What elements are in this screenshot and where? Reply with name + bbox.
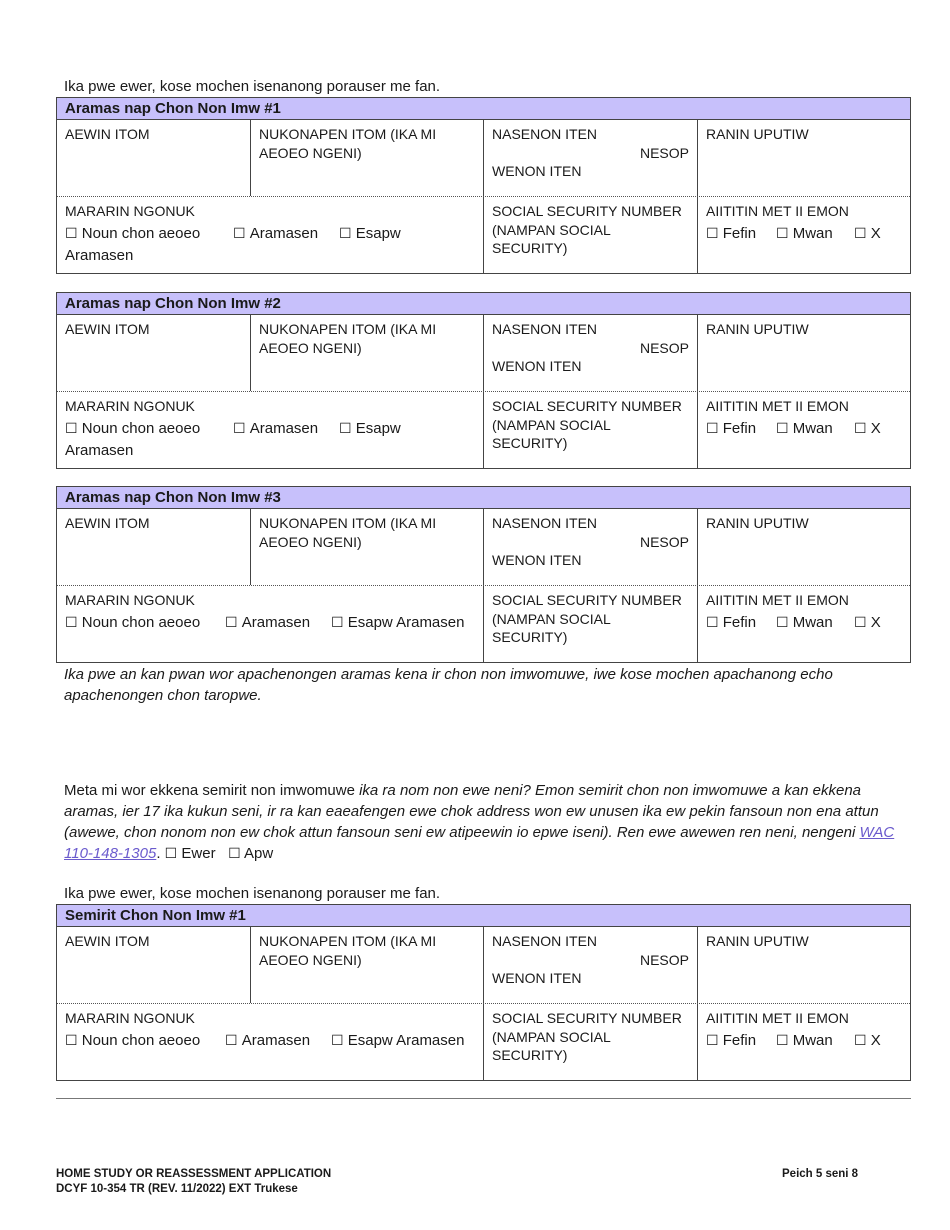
marital-option-married[interactable]: ☐ Aramasen — [225, 1030, 331, 1052]
checkbox-icon[interactable]: ☐ — [339, 420, 352, 437]
marital-option-continued: Aramasen — [65, 246, 134, 264]
ssn-label: SOCIAL SECURITY NUMBER (NAMPAN SOCIAL SECURITY) — [492, 203, 682, 256]
marital-option-unmarried[interactable]: ☐ Esapw Aramasen — [331, 1030, 464, 1052]
birthplace-field[interactable] — [484, 927, 698, 1003]
ssn-label: SOCIAL SECURITY NUMBER (NAMPAN SOCIAL SECURITY) — [492, 398, 682, 451]
marital-field — [57, 392, 484, 468]
ssn-label: SOCIAL SECURITY NUMBER (NAMPAN SOCIAL SECURITY) — [492, 1010, 682, 1063]
marital-option-married[interactable]: ☐ Aramasen — [233, 418, 339, 440]
gender-label: AIITITIN MET II EMON — [706, 592, 849, 608]
marital-option-unmarried[interactable]: ☐ Esapw — [339, 223, 401, 245]
table-title: Aramas nap Chon Non Imw #1 — [57, 98, 910, 120]
checkbox-icon[interactable]: ☐ — [164, 846, 178, 862]
marital-option-unmarried[interactable]: ☐ Esapw Aramasen — [331, 612, 464, 634]
checkbox-icon[interactable]: ☐ — [225, 1032, 238, 1049]
gender-field — [698, 1004, 910, 1080]
table-title: Aramas nap Chon Non Imw #3 — [57, 487, 910, 509]
checkbox-icon[interactable]: ☐ — [706, 420, 719, 437]
birthplace-nesop-label: NESOP — [639, 339, 689, 356]
gender-field — [698, 197, 910, 273]
gender-option-male[interactable]: ☐ Mwan — [776, 1030, 854, 1052]
dob-field[interactable] — [698, 927, 910, 1003]
table-title: Semirit Chon Non Imw #1 — [57, 905, 910, 927]
ssn-field[interactable] — [484, 197, 698, 273]
checkbox-icon[interactable]: ☐ — [776, 225, 789, 242]
birthplace-wenon-label: WENON ITEN — [492, 358, 582, 374]
name-field[interactable] — [57, 315, 251, 391]
checkbox-icon[interactable]: ☐ — [65, 1032, 78, 1049]
gender-option-female[interactable]: ☐ Fefin — [706, 612, 776, 634]
gender-label: AIITITIN MET II EMON — [706, 398, 849, 414]
adult-table-3 — [56, 486, 911, 663]
form-title: HOME STUDY OR REASSESSMENT APPLICATION — [56, 1168, 332, 1180]
gender-option-female[interactable]: ☐ Fefin — [706, 223, 776, 245]
gender-option-female[interactable]: ☐ Fefin — [706, 1030, 776, 1052]
gender-field — [698, 392, 910, 468]
relationship-label: NUKONAPEN ITOM (IKA MI AEOEO NGENI) — [259, 321, 437, 356]
dob-field[interactable] — [698, 315, 910, 391]
relationship-label: NUKONAPEN ITOM (IKA MI AEOEO NGENI) — [259, 126, 437, 161]
children-question — [64, 780, 904, 865]
adult-table-1 — [56, 97, 911, 274]
name-label: AEWIN ITOM — [65, 933, 150, 949]
gender-option-male[interactable]: ☐ Mwan — [776, 223, 854, 245]
birthplace-wenon-label: WENON ITEN — [492, 163, 582, 179]
checkbox-icon[interactable]: ☐ — [225, 614, 238, 631]
gender-label: AIITITIN MET II EMON — [706, 1010, 849, 1026]
marital-option-single[interactable]: ☐ Noun chon aeoeo — [65, 223, 233, 245]
dob-field[interactable] — [698, 120, 910, 196]
birthplace-field[interactable] — [484, 315, 698, 391]
relationship-field[interactable] — [251, 927, 484, 1003]
name-field[interactable] — [57, 120, 251, 196]
page-number: Peich 5 seni 8 — [782, 1168, 859, 1180]
dob-field[interactable] — [698, 509, 910, 585]
question-lead: Meta mi wor ekkena semirit non imwomuwe — [64, 782, 360, 799]
marital-option-unmarried[interactable]: ☐ Esapw — [339, 418, 401, 440]
marital-option-married[interactable]: ☐ Aramasen — [233, 223, 339, 245]
checkbox-icon[interactable]: ☐ — [776, 420, 789, 437]
checkbox-icon[interactable]: ☐ — [233, 225, 246, 242]
birthplace-label: NASENON ITEN — [492, 933, 598, 949]
child-table-1 — [56, 904, 911, 1081]
question-period: . — [156, 845, 161, 862]
checkbox-icon[interactable]: ☐ — [233, 420, 246, 437]
marital-option-single[interactable]: ☐ Noun chon aeoeo — [65, 1030, 225, 1052]
gender-field — [698, 586, 910, 662]
relationship-label: NUKONAPEN ITOM (IKA MI AEOEO NGENI) — [259, 933, 437, 968]
checkbox-icon[interactable]: ☐ — [706, 1032, 719, 1049]
checkbox-icon[interactable]: ☐ — [854, 1032, 867, 1049]
ssn-field[interactable] — [484, 1004, 698, 1080]
gender-option-x[interactable]: ☐ X — [854, 1030, 881, 1052]
dob-label: RANIN UPUTIW — [706, 126, 809, 142]
name-label: AEWIN ITOM — [65, 515, 150, 531]
marital-field — [57, 197, 484, 273]
birthplace-wenon-label: WENON ITEN — [492, 552, 582, 568]
gender-option-x[interactable]: ☐ X — [854, 418, 881, 440]
marital-label: MARARIN NGONUK — [65, 203, 195, 219]
birthplace-wenon-label: WENON ITEN — [492, 970, 582, 986]
checkbox-icon[interactable]: ☐ — [776, 1032, 789, 1049]
marital-option-single[interactable]: ☐ Noun chon aeoeo — [65, 418, 233, 440]
checkbox-icon[interactable]: ☐ — [854, 420, 867, 437]
gender-option-female[interactable]: ☐ Fefin — [706, 418, 776, 440]
birthplace-nesop-label: NESOP — [639, 144, 689, 161]
question-body: ika ra nom non ewe neni? Emon semirit chon non imwomuwe a kan ekkena aramas, ier 17 ika kukun seni, ir ra kan eaeafengen ewe chok address won ew unusen ika ew pekin fansoun non ena attun (awewe, chon nonom non ew chok attun fansoun seni ew atipeewin io epwe iseni). Ren ewe awewen ren neni, nengeni — [64, 782, 879, 841]
ssn-field[interactable] — [484, 392, 698, 468]
form-id: DCYF 10-354 TR (REV. 11/2022) EXT Trukese — [56, 1183, 298, 1195]
relationship-field[interactable] — [251, 509, 484, 585]
relationship-label: NUKONAPEN ITOM (IKA MI AEOEO NGENI) — [259, 515, 437, 550]
additional-members-note: Ika pwe an kan pwan wor apachenongen aramas kena ir chon non imwomuwe, iwe kose mochen apachanong echo apachenongen chon taropwe. — [64, 666, 833, 704]
marital-option-married[interactable]: ☐ Aramasen — [225, 612, 331, 634]
birthplace-label: NASENON ITEN — [492, 126, 598, 142]
table-title: Aramas nap Chon Non Imw #2 — [57, 293, 910, 315]
gender-option-x[interactable]: ☐ X — [854, 612, 881, 634]
ssn-field[interactable] — [484, 586, 698, 662]
birthplace-nesop-label: NESOP — [639, 533, 689, 550]
footer-divider — [56, 1098, 911, 1099]
gender-label: AIITITIN MET II EMON — [706, 203, 849, 219]
intro-text: Ika pwe ewer, kose mochen isenanong porauser me fan. — [64, 78, 441, 95]
intro-children-text: Ika pwe ewer, kose mochen isenanong porauser me fan. — [64, 885, 441, 902]
checkbox-icon[interactable]: ☐ — [854, 225, 867, 242]
name-label: AEWIN ITOM — [65, 126, 150, 142]
answer-no[interactable]: ☐ Apw — [228, 845, 274, 862]
birthplace-nesop-label: NESOP — [639, 951, 689, 968]
gender-option-male[interactable]: ☐ Mwan — [776, 612, 854, 634]
checkbox-icon[interactable]: ☐ — [65, 225, 78, 242]
marital-option-single[interactable]: ☐ Noun chon aeoeo — [65, 612, 225, 634]
name-field[interactable] — [57, 509, 251, 585]
checkbox-icon[interactable]: ☐ — [854, 614, 867, 631]
checkbox-icon[interactable]: ☐ — [706, 225, 719, 242]
marital-label: MARARIN NGONUK — [65, 398, 195, 414]
dob-label: RANIN UPUTIW — [706, 515, 809, 531]
birthplace-label: NASENON ITEN — [492, 321, 598, 337]
answer-yes[interactable]: ☐ Ewer — [164, 845, 216, 862]
relationship-field[interactable] — [251, 120, 484, 196]
checkbox-icon[interactable]: ☐ — [706, 614, 719, 631]
dob-label: RANIN UPUTIW — [706, 321, 809, 337]
birthplace-field[interactable] — [484, 509, 698, 585]
name-field[interactable] — [57, 927, 251, 1003]
footer-left — [56, 1167, 331, 1197]
gender-option-x[interactable]: ☐ X — [854, 223, 881, 245]
checkbox-icon[interactable]: ☐ — [776, 614, 789, 631]
checkbox-icon[interactable]: ☐ — [65, 420, 78, 437]
wac-link[interactable]: WAC 110-148-1305 — [64, 824, 895, 862]
marital-option-continued: Aramasen — [65, 441, 134, 459]
relationship-field[interactable] — [251, 315, 484, 391]
ssn-label: SOCIAL SECURITY NUMBER (NAMPAN SOCIAL SECURITY) — [492, 592, 682, 645]
checkbox-icon[interactable]: ☐ — [228, 846, 241, 862]
birthplace-field[interactable] — [484, 120, 698, 196]
dob-label: RANIN UPUTIW — [706, 933, 809, 949]
marital-label: MARARIN NGONUK — [65, 592, 195, 608]
marital-field — [57, 1004, 484, 1080]
marital-field — [57, 586, 484, 662]
checkbox-icon[interactable]: ☐ — [331, 1032, 344, 1049]
checkbox-icon[interactable]: ☐ — [65, 614, 78, 631]
birthplace-label: NASENON ITEN — [492, 515, 598, 531]
gender-option-male[interactable]: ☐ Mwan — [776, 418, 854, 440]
adult-table-2 — [56, 292, 911, 469]
checkbox-icon[interactable]: ☐ — [339, 225, 352, 242]
name-label: AEWIN ITOM — [65, 321, 150, 337]
checkbox-icon[interactable]: ☐ — [331, 614, 344, 631]
marital-label: MARARIN NGONUK — [65, 1010, 195, 1026]
